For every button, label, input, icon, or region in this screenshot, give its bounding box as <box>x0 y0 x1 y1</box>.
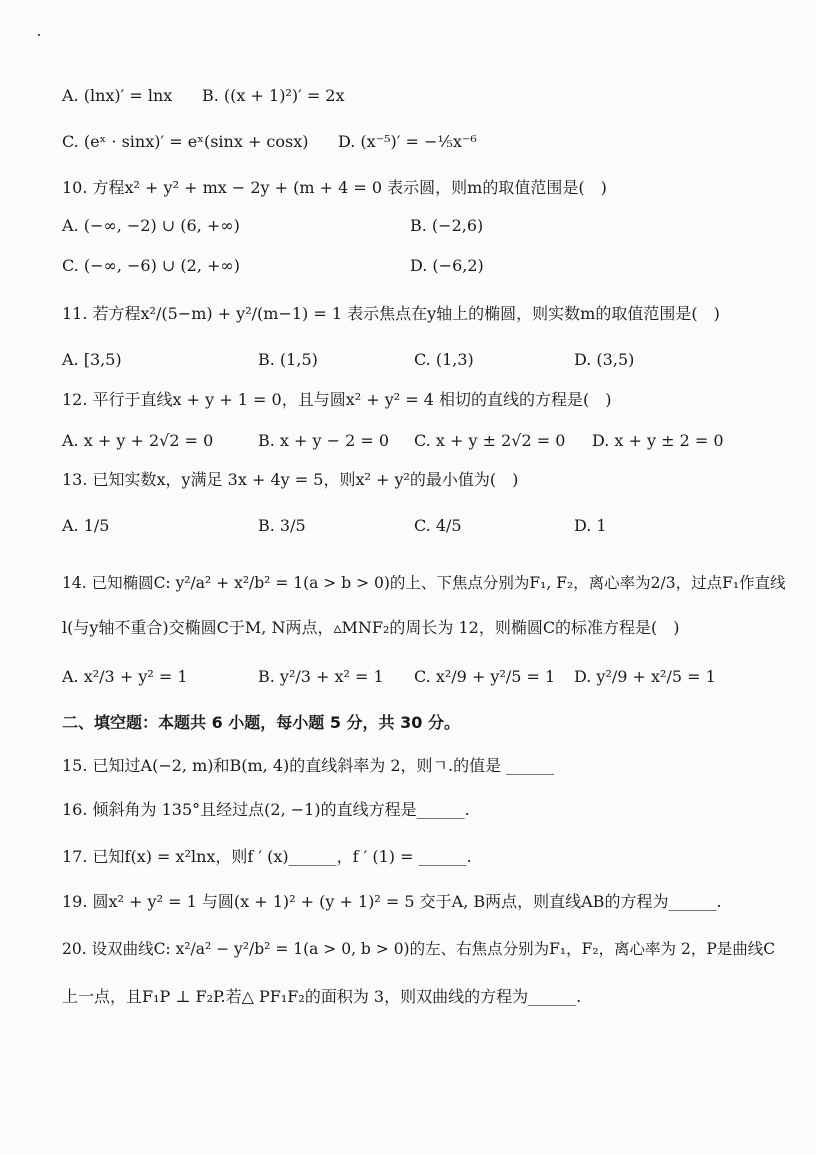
q9-option-b: B. ((x + 1)²)′ = 2x <box>202 86 345 105</box>
q9-option-c: C. (eˣ · sinx)′ = eˣ(sinx + cosx) <box>62 132 309 151</box>
section2-heading: 二、填空题：本题共 6 小题，每小题 5 分，共 30 分。 <box>62 713 460 732</box>
q16: 16. 倾斜角为 135°且经过点(2, −1)的直线方程是______. <box>62 800 470 819</box>
q12-option-b: B. x + y − 2 = 0 <box>258 431 390 450</box>
q10-option-b: B. (−2,6) <box>410 216 484 235</box>
q14-option-a: A. x²/3 + y² = 1 <box>62 667 188 686</box>
q10-option-d: D. (−6,2) <box>410 256 484 275</box>
q11-option-a: A. [3,5) <box>62 350 122 369</box>
q9-option-d: D. (x⁻⁵)′ = −⅕x⁻⁶ <box>338 132 477 151</box>
q11-stem: 11. 若方程x²/(5−m) + y²/(m−1) = 1 表示焦点在y轴上的椭圆，则实数m的取值范围是( ) <box>62 304 720 323</box>
q10-stem: 10. 方程x² + y² + mx − 2y + (m + 4 = 0 表示圆，则m的取值范围是( ) <box>62 178 607 197</box>
q9-option-a: A. (lnx)′ = lnx <box>62 86 173 105</box>
q14-stem-line2: l(与y轴不重合)交椭圆C于M, N两点，▵MNF₂的周长为 12，则椭圆C的标准方程是( ) <box>62 618 680 637</box>
q14-option-b: B. y²/3 + x² = 1 <box>258 667 384 686</box>
q12-option-a: A. x + y + 2√2 = 0 <box>62 431 214 450</box>
q10-option-c: C. (−∞, −6) ∪ (2, +∞) <box>62 256 240 275</box>
q13-option-b: B. 3/5 <box>258 516 306 535</box>
q13-option-d: D. 1 <box>574 516 607 535</box>
q11-option-b: B. (1,5) <box>258 350 318 369</box>
q11-option-d: D. (3,5) <box>574 350 635 369</box>
q13-option-a: A. 1/5 <box>62 516 110 535</box>
q12-stem: 12. 平行于直线x + y + 1 = 0，且与圆x² + y² = 4 相切的直线的方程是( ) <box>62 390 612 409</box>
q17: 17. 已知f(x) = x²lnx，则f ′ (x)______，f ′ (1) = ______. <box>62 847 472 866</box>
q20-line1: 20. 设双曲线C: x²/a² − y²/b² = 1(a > 0, b > 0)的左、右焦点分别为F₁，F₂，离心率为 2，P是曲线C <box>62 940 776 958</box>
q13-stem: 13. 已知实数x，y满足 3x + 4y = 5，则x² + y²的最小值为( ) <box>62 470 519 489</box>
q14-stem-line1: 14. 已知椭圆C: y²/a² + x²/b² = 1(a > b > 0)的上、下焦点分别为F₁, F₂，离心率为2/3，过点F₁作直线 <box>62 574 786 592</box>
q15: 15. 已知过A(−2, m)和B(m, 4)的直线斜率为 2，则ㄱ.的值是 ______ <box>62 756 555 775</box>
q12-option-c: C. x + y ± 2√2 = 0 <box>414 431 566 450</box>
q20-line2: 上一点，且F₁P ⊥ F₂P.若△ PF₁F₂的面积为 3，则双曲线的方程为______. <box>62 987 582 1006</box>
q14-option-c: C. x²/9 + y²/5 = 1 <box>414 667 556 686</box>
q19: 19. 圆x² + y² = 1 与圆(x + 1)² + (y + 1)² = 5 交于A, B两点，则直线AB的方程为______. <box>62 892 722 911</box>
q10-option-a: A. (−∞, −2) ∪ (6, +∞) <box>62 216 240 235</box>
scan-speck <box>38 34 40 36</box>
q12-option-d: D. x + y ± 2 = 0 <box>592 431 724 450</box>
q14-option-d: D. y²/9 + x²/5 = 1 <box>574 667 716 686</box>
q11-option-c: C. (1,3) <box>414 350 474 369</box>
q13-option-c: C. 4/5 <box>414 516 462 535</box>
